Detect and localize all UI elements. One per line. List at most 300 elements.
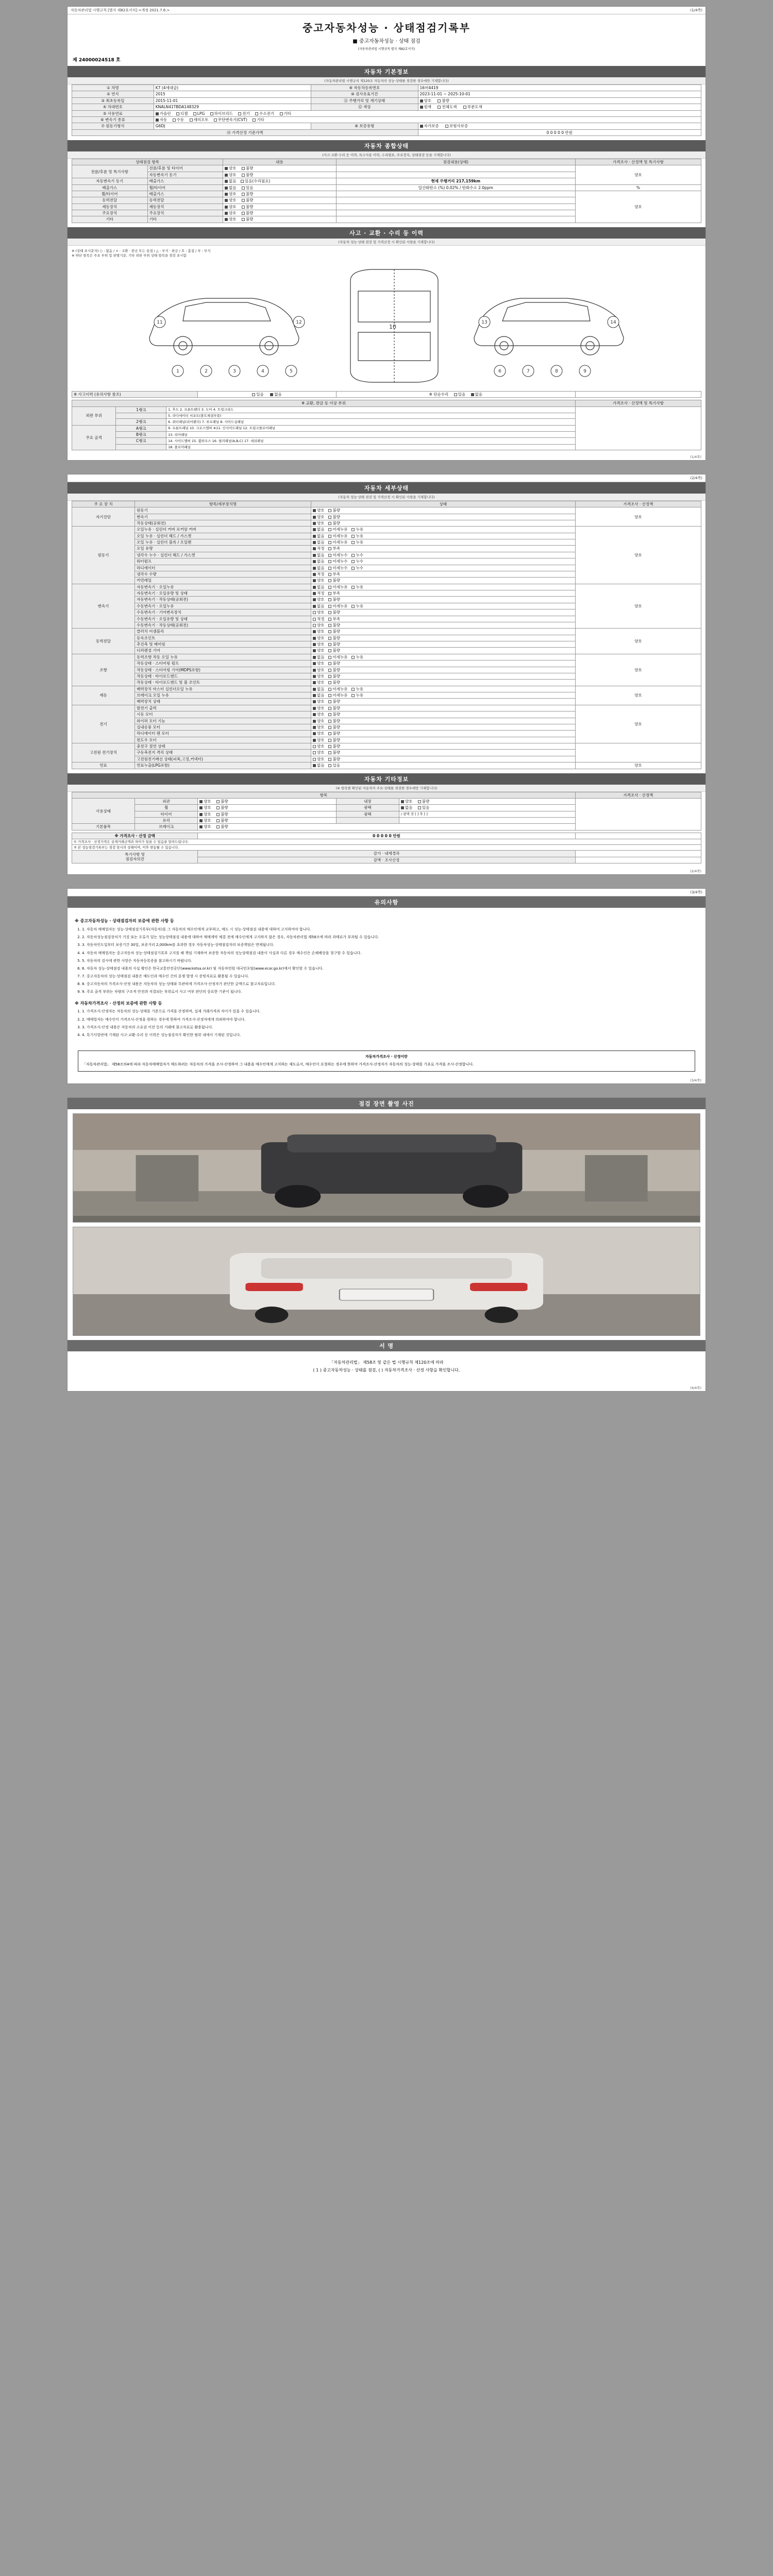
table-row — [72, 104, 701, 110]
table-row — [72, 91, 701, 97]
checkbox-불량[interactable] — [328, 745, 331, 748]
checkbox-양호[interactable] — [313, 681, 316, 684]
parts-rank-table — [72, 400, 701, 450]
checkbox-good[interactable] — [199, 813, 203, 816]
checkbox-label: 수동 — [176, 117, 184, 122]
checkbox-label: 양호 — [316, 699, 325, 704]
checkbox-미세누유[interactable] — [328, 605, 331, 608]
list-item: 5. 5. 자동차의 검사에 관한 사항은 자동차등록증을 참고하시기 바랍니다. — [82, 958, 698, 964]
checkbox-label: 자가보증 — [424, 124, 439, 129]
detail-item-label: 오일 누유 · 실린더 블록 / 오일팬 — [135, 539, 311, 546]
checkbox-good[interactable] — [225, 167, 228, 170]
checkbox-없음[interactable] — [313, 560, 316, 563]
checkbox-bad[interactable] — [242, 218, 245, 221]
checkbox-label: 없음 — [316, 686, 325, 691]
checkbox-불량[interactable] — [328, 739, 331, 742]
checkbox-repair-needed[interactable] — [241, 180, 244, 183]
checkbox-bad[interactable] — [216, 806, 220, 809]
checkbox-양호[interactable] — [313, 726, 316, 729]
detail-state-table — [72, 501, 701, 769]
checkbox-odometer-bad[interactable] — [438, 99, 441, 103]
checkbox-good[interactable] — [199, 819, 203, 822]
checkbox-color-full[interactable] — [438, 106, 441, 109]
checkbox-label: 있음 — [332, 763, 340, 768]
checkbox-적정[interactable] — [313, 618, 316, 621]
section-band-other: 자동차 기타정보 — [68, 773, 705, 785]
detail-state-cell — [311, 635, 575, 641]
svg-text:11: 11 — [157, 319, 163, 325]
checkbox-불량[interactable] — [328, 598, 331, 601]
simple-repair-answer — [336, 391, 575, 397]
checkbox-label: 불량 — [332, 705, 340, 710]
checkbox-label: 없음 — [316, 527, 325, 532]
row-label: 휠/타이어 — [72, 191, 148, 197]
checkbox-good[interactable] — [225, 218, 228, 221]
checkbox-양호[interactable] — [313, 516, 316, 519]
checkbox-불량[interactable] — [328, 720, 331, 723]
checkbox-불량[interactable] — [328, 758, 331, 761]
state-cell — [399, 798, 575, 804]
checkbox-label: 디젤 — [180, 111, 188, 116]
checkbox-양호[interactable] — [313, 751, 316, 754]
checkbox-양호[interactable] — [313, 611, 316, 614]
checkbox-미세누유[interactable] — [328, 528, 331, 531]
checkbox-fuel-lpg[interactable] — [193, 112, 196, 115]
checkbox-불량[interactable] — [328, 751, 331, 754]
checkbox-양호[interactable] — [313, 630, 316, 633]
table-row — [72, 845, 701, 851]
col-header: 가격조사 · 산정액 — [575, 501, 701, 507]
checkbox-bad[interactable] — [242, 167, 245, 170]
checkbox-fuel-electric[interactable] — [238, 112, 241, 115]
checkbox-label: 자동 — [159, 117, 167, 122]
row-label: ⑫ 색상 — [311, 104, 418, 110]
detail-state-cell — [311, 699, 575, 705]
checkbox-warranty-insurer[interactable] — [445, 125, 448, 128]
part-rank — [116, 413, 166, 419]
checkbox-있음[interactable] — [328, 764, 331, 767]
checkbox-누유[interactable] — [351, 605, 355, 608]
checkbox-양호[interactable] — [313, 700, 316, 703]
checkbox-미세누수[interactable] — [328, 567, 331, 570]
checkbox-good[interactable] — [225, 206, 228, 209]
row-label: 배출가스 — [147, 178, 223, 184]
checkbox-accident-yes[interactable] — [252, 393, 255, 396]
list-item: 8. 8. 중고자동차의 가격조사·산정 내용은 자동차의 성능·상태와 무관하게 가격조사·산정자가 판단한 금액으로 참고자료입니다. — [82, 981, 698, 987]
detail-state-cell — [311, 584, 575, 590]
checkbox-none[interactable] — [225, 180, 228, 183]
checkbox-미세누유[interactable] — [328, 586, 331, 589]
checkbox-odometer-normal[interactable] — [420, 99, 423, 103]
checkbox-label: 없음 — [316, 533, 325, 538]
section-band-detail: 자동차 세부상태 — [68, 482, 705, 494]
table-header-row — [72, 792, 701, 798]
row-label: ⑥ 변속기 종류 — [72, 116, 154, 123]
checkbox-label: 불량 — [332, 508, 340, 513]
checkbox-label: 양호 — [204, 818, 211, 823]
checkbox-없음[interactable] — [313, 605, 316, 608]
detail-state-cell — [311, 756, 575, 762]
checkbox-없음[interactable] — [313, 586, 316, 589]
checkbox-good[interactable] — [225, 199, 228, 202]
checkbox-불량[interactable] — [328, 669, 331, 672]
checkbox-bad[interactable] — [216, 825, 220, 828]
row-label: 감가 · 내재경과 — [198, 851, 576, 857]
detail-state-cell — [311, 571, 575, 577]
checkbox-label: 있음 — [256, 392, 264, 397]
checkbox-불량[interactable] — [328, 522, 331, 525]
detail-state-cell — [311, 673, 575, 679]
checkbox-bad[interactable] — [216, 813, 220, 816]
part-rank: B랭크 — [116, 431, 166, 437]
page-subtitle-2: (자동차관리법 시행규칙 별지 제82호서식) — [358, 47, 415, 51]
detail-item-label: 클러치 어셈블리 — [135, 629, 311, 635]
checkbox-label: 양호 — [204, 799, 211, 804]
checkbox-누유[interactable] — [351, 688, 355, 691]
checkbox-양호[interactable] — [313, 649, 316, 652]
checkbox-trans-semiauto[interactable] — [190, 118, 193, 122]
detail-state-cell — [311, 558, 575, 565]
row-value — [575, 857, 701, 863]
checkbox-누수[interactable] — [351, 554, 355, 557]
checkbox-label: 양호 — [229, 198, 237, 203]
state-detail — [336, 216, 575, 223]
checkbox-label: 불량 — [332, 661, 340, 666]
row-label: 제동장치 — [72, 204, 148, 210]
checkbox-label: 불량 — [332, 642, 340, 647]
checkbox-누유[interactable] — [351, 656, 355, 659]
checkbox-trans-other[interactable] — [253, 118, 256, 122]
checkbox-없음[interactable] — [313, 567, 316, 570]
table-row — [72, 406, 701, 413]
checkbox-불량[interactable] — [328, 649, 331, 652]
checkbox-미세누유[interactable] — [328, 535, 331, 538]
checkbox-label: 양호 — [229, 191, 237, 196]
price-note: 양호 — [575, 165, 701, 184]
checkbox-양호[interactable] — [313, 579, 316, 582]
detail-state-cell — [311, 609, 575, 616]
state-cell — [223, 191, 337, 197]
checkbox-적정[interactable] — [313, 573, 316, 576]
checkbox-label: 양호 — [316, 629, 325, 634]
checkbox-exists[interactable] — [242, 187, 245, 190]
checkbox-good[interactable] — [225, 193, 228, 196]
signature-block — [68, 1351, 705, 1384]
table-row — [72, 654, 701, 660]
checkbox-good[interactable] — [225, 212, 228, 215]
checkbox-bad[interactable] — [216, 800, 220, 803]
checkbox-label: 불량 — [442, 98, 449, 103]
checkbox-label: 불량 — [332, 718, 340, 723]
checkbox-simple-no[interactable] — [471, 393, 474, 396]
detail-item-label: 추진축 및 베어링 — [135, 641, 311, 648]
col-header: 상태 — [311, 501, 575, 507]
detail-group-note: 양호 — [575, 762, 701, 769]
page-footer-3: (3/4쪽) — [690, 1078, 701, 1082]
checkbox-양호[interactable] — [313, 522, 316, 525]
row-label: 전륜/후륜 및 타이어 — [147, 165, 223, 172]
checkbox-bad[interactable] — [242, 206, 245, 209]
part-rank: A랭크 — [116, 425, 166, 431]
detail-item-label: 수동변속기 · 오일누유 — [135, 603, 311, 609]
checkbox-label: 누유 — [356, 686, 363, 691]
checkbox-부족[interactable] — [328, 573, 331, 576]
checkbox-양호[interactable] — [313, 713, 316, 716]
checkbox-미세누유[interactable] — [328, 688, 331, 691]
detail-group-label: 전기 — [72, 705, 135, 743]
list-item: 4. 4. 특기사항란에 기재된 사고·교환·수리 등 이력은 성능점검자가 확인한 범위 내에서 기재된 것입니다. — [82, 1032, 698, 1038]
checkbox-label: 불량 — [332, 635, 340, 640]
checkbox-양호[interactable] — [313, 669, 316, 672]
detail-state-cell — [311, 724, 575, 730]
document-number — [68, 54, 705, 66]
checkbox-미세누수[interactable] — [328, 554, 331, 557]
checkbox-good[interactable] — [225, 174, 228, 177]
checkbox-label: 불량 — [221, 805, 228, 810]
damage-diagram-area — [68, 246, 705, 453]
sheet-2 — [67, 474, 706, 875]
checkbox-없음[interactable] — [313, 535, 316, 538]
checkbox-warranty-self[interactable] — [420, 125, 423, 128]
checkbox-bad[interactable] — [216, 819, 220, 822]
detail-item-label: 오일 유량 — [135, 546, 311, 552]
checkbox-불량[interactable] — [328, 681, 331, 684]
checkbox-label: 미세누유 — [332, 533, 348, 538]
checkbox-미세누유[interactable] — [328, 541, 331, 544]
emission-unit: % — [575, 184, 701, 191]
detail-state-cell — [311, 546, 575, 552]
checkbox-label: 적정 — [316, 591, 325, 596]
checkbox-부족[interactable] — [328, 547, 331, 550]
accident-price-note — [575, 391, 701, 397]
checkbox-label: 없음 — [405, 805, 413, 810]
checkbox-label: 양호 — [316, 648, 325, 653]
list-item: 6. 6. 자동차 성능·상태점검 내용의 사실 확인은 한국교통안전공단(www.kotsa.or.kr) 및 자동차민원 대국민포털(www.ecar.go.kr)에서 확인할 수 있습니다. — [82, 966, 698, 972]
row-label: 기타 — [147, 216, 223, 223]
checkbox-label: 불량 — [332, 514, 340, 519]
checkbox-bad[interactable] — [242, 174, 245, 177]
row-value: 2023-11-01 ~ 2025-10-01 — [418, 91, 701, 97]
checkbox-불량[interactable] — [328, 726, 331, 729]
checkbox-label: 불량 — [221, 799, 228, 804]
checkbox-불량[interactable] — [328, 662, 331, 665]
checkbox-fuel-other[interactable] — [280, 112, 283, 115]
checkbox-trans-auto[interactable] — [156, 118, 159, 122]
detail-item-label: 커먼레일 — [135, 578, 311, 584]
sheet3-header — [68, 889, 705, 896]
checkbox-양호[interactable] — [313, 739, 316, 742]
detail-item-label: 충전구 절연 상태 — [135, 743, 311, 750]
checkbox-불량[interactable] — [328, 700, 331, 703]
checkbox-양호[interactable] — [313, 720, 316, 723]
checkbox-label: 불량 — [332, 731, 340, 736]
checkbox-양호[interactable] — [313, 745, 316, 748]
checkbox-적정[interactable] — [313, 547, 316, 550]
checkbox-불량[interactable] — [328, 509, 331, 512]
checkbox-불량[interactable] — [328, 579, 331, 582]
detail-state-cell — [311, 737, 575, 743]
detail-item-label: 브레이크 오일 누유 — [135, 692, 311, 699]
detail-group-note: 양호 — [575, 507, 701, 527]
checkbox-label: 부족 — [332, 546, 340, 551]
checkbox-label: 없음 — [316, 603, 325, 608]
checkbox-없음[interactable] — [313, 764, 316, 767]
notice-list-2 — [75, 1009, 698, 1038]
page-footer-4: (4/4쪽) — [690, 1385, 701, 1390]
checkbox-good[interactable] — [199, 806, 203, 809]
checkbox-불량[interactable] — [328, 707, 331, 710]
list-item: 2. 2. 매매업자는 매수인이 가격조사·산정을 원하는 경우에 한하여 가격조사·산정자에게 의뢰하여야 합니다. — [82, 1017, 698, 1023]
checkbox-fuel-diesel[interactable] — [176, 112, 179, 115]
checkbox-없음[interactable] — [313, 528, 316, 531]
checkbox-양호[interactable] — [313, 662, 316, 665]
checkbox-label: 불량 — [245, 166, 254, 171]
checkbox-부족[interactable] — [328, 592, 331, 595]
checkbox-good[interactable] — [199, 825, 203, 828]
checkbox-color-original[interactable] — [420, 106, 423, 109]
detail-group-label: 조향 — [72, 654, 135, 686]
checkbox-불량[interactable] — [328, 732, 331, 735]
row-group-label: 전륜/후륜 및 특기사항 — [72, 165, 148, 178]
checkbox-label: 불량 — [245, 211, 254, 215]
checkbox-trans-manual[interactable] — [173, 118, 176, 122]
checkbox-color-partial[interactable] — [463, 106, 466, 109]
checkbox-미세누유[interactable] — [328, 656, 331, 659]
detail-item-label: 작동상태 · 스티어링 펌프 — [135, 660, 311, 667]
checkbox-없음[interactable] — [313, 656, 316, 659]
detail-state-cell — [311, 520, 575, 526]
checkbox-불량[interactable] — [328, 637, 331, 640]
checkbox-label: 있음 — [422, 805, 430, 810]
checkbox-accident-no[interactable] — [270, 393, 273, 396]
checkbox-누수[interactable] — [351, 560, 355, 563]
checkbox-fuel-hybrid[interactable] — [210, 112, 213, 115]
checkbox-적정[interactable] — [313, 592, 316, 595]
detail-state-cell — [311, 507, 575, 514]
checkbox-label: 있음 — [245, 185, 254, 190]
checkbox-label: 보험사보증 — [449, 124, 468, 129]
checkbox-불량[interactable] — [328, 611, 331, 614]
checkbox-none[interactable] — [225, 187, 228, 190]
checkbox-누유[interactable] — [351, 528, 355, 531]
price-base-label: ⑭ 가격산정 기준가액 — [72, 129, 418, 135]
checkbox-부족[interactable] — [328, 618, 331, 621]
checkbox-양호[interactable] — [313, 509, 316, 512]
checkbox-bad[interactable] — [242, 193, 245, 196]
checkbox-누유[interactable] — [351, 541, 355, 544]
section-note-basic-info: (자동차관리법 시행규칙 제120조 자동차의 성능·상태를 점검한 경우에만 기재합니다) — [68, 77, 705, 84]
checkbox-불량[interactable] — [328, 516, 331, 519]
checkbox-label: 누유 — [356, 584, 363, 589]
checkbox-양호[interactable] — [313, 732, 316, 735]
detail-state-cell — [311, 533, 575, 539]
checkbox-누유[interactable] — [351, 694, 355, 697]
checkbox-label: 있음 — [458, 392, 466, 397]
checkbox-label: 원색 — [424, 105, 432, 110]
detail-group-note: 양호 — [575, 629, 701, 654]
checkbox-누유[interactable] — [351, 586, 355, 589]
detail-state-cell — [311, 692, 575, 699]
checkbox-없음[interactable] — [313, 688, 316, 691]
checkbox-양호[interactable] — [313, 624, 316, 627]
checkbox-없음[interactable] — [313, 694, 316, 697]
checkbox-불량[interactable] — [328, 643, 331, 646]
detail-state-cell — [311, 750, 575, 756]
sheet-1 — [67, 6, 706, 461]
checkbox-bad[interactable] — [418, 800, 421, 803]
checkbox-label: 양호 — [229, 204, 237, 209]
table-row — [72, 584, 701, 590]
detail-item-label: 자동변속기 · 오일누유 — [135, 584, 311, 590]
checkbox-불량[interactable] — [328, 713, 331, 716]
checkbox-누유[interactable] — [351, 535, 355, 538]
checkbox-good[interactable] — [401, 800, 404, 803]
definition-title: 자동차가격조사 · 산정이란 — [365, 1055, 408, 1059]
checkbox-누수[interactable] — [351, 567, 355, 570]
state-cell — [223, 165, 337, 172]
checkbox-label: 양호 — [316, 578, 325, 583]
inspection-photo-rear — [73, 1227, 700, 1335]
checkbox-label: 전체도색 — [442, 105, 457, 110]
checkbox-없음[interactable] — [313, 541, 316, 544]
checkbox-label: 무단변속기(CVT) — [217, 117, 247, 122]
page-title: 중고자동차성능 · 상태점검기록부 — [302, 22, 470, 34]
checkbox-미세누수[interactable] — [328, 560, 331, 563]
row-label: 휠 — [135, 805, 198, 811]
checkbox-good[interactable] — [199, 800, 203, 803]
row-label: ⑪ 주행거리 및 계기상태 — [311, 97, 418, 104]
checkbox-label: 불량 — [332, 744, 340, 749]
row-value: KNALN41TBDA148329 — [154, 104, 311, 110]
svg-text:1: 1 — [176, 368, 179, 374]
checkbox-fuel-gasoline[interactable] — [156, 112, 159, 115]
inspection-photo-underbody — [73, 1114, 700, 1222]
checkbox-양호[interactable] — [313, 758, 316, 761]
fuel-options-cell — [154, 110, 701, 116]
checkbox-불량[interactable] — [328, 630, 331, 633]
sheet2-header — [68, 474, 705, 482]
checkbox-label: 불량 — [332, 648, 340, 653]
checkbox-미세누유[interactable] — [328, 694, 331, 697]
checkbox-양호[interactable] — [313, 675, 316, 678]
detail-item-label: 변속기 — [135, 514, 311, 520]
form-legal-ref: 자동차관리법 시행규칙 [별지 제82호서식] <개정 2021.7.6.> — [71, 8, 170, 12]
row-label: 타이어 — [135, 811, 198, 817]
price-note-1: ① 가격조사 · 산정가격은 실제거래금액과 차이가 있을 수 있음을 알려드립니다. — [72, 839, 701, 845]
checkbox-bad[interactable] — [242, 212, 245, 215]
detail-group-note: 양호 — [575, 686, 701, 705]
checkbox-불량[interactable] — [328, 624, 331, 627]
simple-repair-question: ※ 단순수리 — [429, 392, 449, 397]
detail-item-label: 오일누유 · 실린더 커버 로커암 커버 — [135, 527, 311, 533]
checkbox-양호[interactable] — [313, 707, 316, 710]
detail-item-label: 고전원전기배선 상태(피복,고정,커넥터) — [135, 756, 311, 762]
checkbox-bad[interactable] — [242, 199, 245, 202]
row-label: ③ 최초등록일 — [72, 97, 154, 104]
checkbox-양호[interactable] — [313, 637, 316, 640]
table-row — [72, 527, 701, 533]
checkbox-양호[interactable] — [313, 598, 316, 601]
checkbox-label: 양호 — [316, 520, 325, 526]
checkbox-fuel-hydrogen[interactable] — [255, 112, 258, 115]
checkbox-exists[interactable] — [418, 806, 421, 809]
checkbox-양호[interactable] — [313, 643, 316, 646]
checkbox-simple-yes[interactable] — [454, 393, 457, 396]
checkbox-trans-cvt[interactable] — [214, 118, 217, 122]
checkbox-none[interactable] — [401, 806, 404, 809]
checkbox-없음[interactable] — [313, 554, 316, 557]
checkbox-불량[interactable] — [328, 675, 331, 678]
